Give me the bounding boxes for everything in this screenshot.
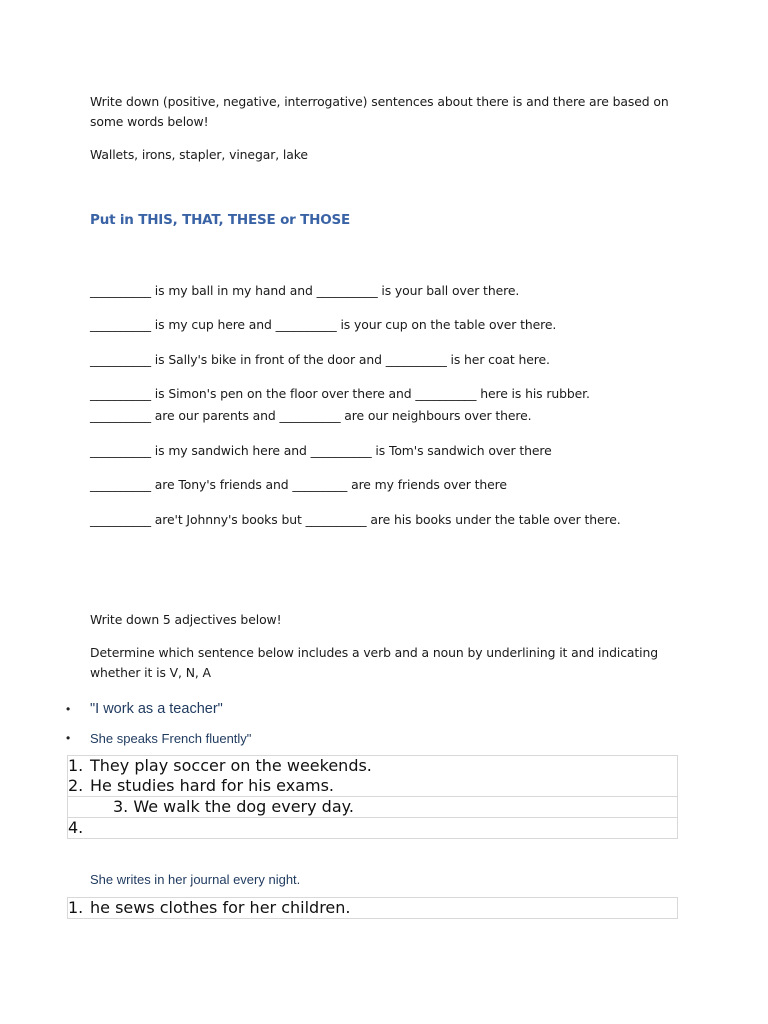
list-number: 1.	[68, 756, 84, 775]
list-text: They play soccer on the weekends.	[90, 756, 372, 775]
exercise-line: __________ are't Johnny's books but __________ are his books under the table over there.	[90, 512, 621, 527]
bullet-icon: •	[66, 702, 71, 716]
numbered-list-table-2	[67, 897, 678, 919]
list-text: 3. We walk the dog every day.	[113, 797, 354, 816]
list-row	[68, 796, 677, 817]
list-row	[68, 898, 677, 918]
exercise-line: __________ is Simon's pen on the floor over there and __________ here is his rubber.	[90, 386, 590, 401]
exercise-line: __________ is Sally's bike in front of the door and __________ is her coat here.	[90, 352, 550, 367]
instruction-verb-noun: Determine which sentence below includes a verb and a noun by underlining it and indicating whether it is V, N, A	[90, 645, 659, 680]
list-row	[68, 776, 677, 796]
numbered-list-table	[67, 755, 678, 839]
exercise-line: __________ is my cup here and __________ is your cup on the table over there.	[90, 317, 557, 332]
exercise-line: __________ are our parents and __________ are our neighbours over there.	[90, 408, 532, 423]
list-number: 4.	[68, 818, 84, 837]
list-row	[68, 817, 677, 838]
exercise-line: __________ are Tony's friends and _________ are my friends over there	[90, 477, 507, 492]
bullet-item: "I work as a teacher"	[90, 701, 223, 717]
list-number: 1.	[68, 898, 84, 917]
instruction-adjectives: Write down 5 adjectives below!	[90, 612, 282, 627]
list-text: He studies hard for his exams.	[90, 776, 334, 795]
instruction-there-is: Write down (positive, negative, interrogative) sentences about there is and there are based on some words below!	[90, 94, 669, 129]
list-text: he sews clothes for her children.	[90, 898, 351, 917]
section-heading: Put in THIS, THAT, THESE or THOSE	[90, 212, 351, 228]
exercise-line: __________ is my sandwich here and __________ is Tom's sandwich over there	[90, 443, 552, 458]
list-number: 2.	[68, 776, 84, 795]
list-row	[68, 756, 677, 776]
exercise-line: __________ is my ball in my hand and __________ is your ball over there.	[90, 283, 520, 298]
word-list: Wallets, irons, stapler, vinegar, lake	[90, 147, 308, 162]
bullet-item: She speaks French fluently"	[90, 731, 252, 746]
sentence: She writes in her journal every night.	[90, 872, 301, 887]
bullet-icon: •	[66, 731, 71, 745]
